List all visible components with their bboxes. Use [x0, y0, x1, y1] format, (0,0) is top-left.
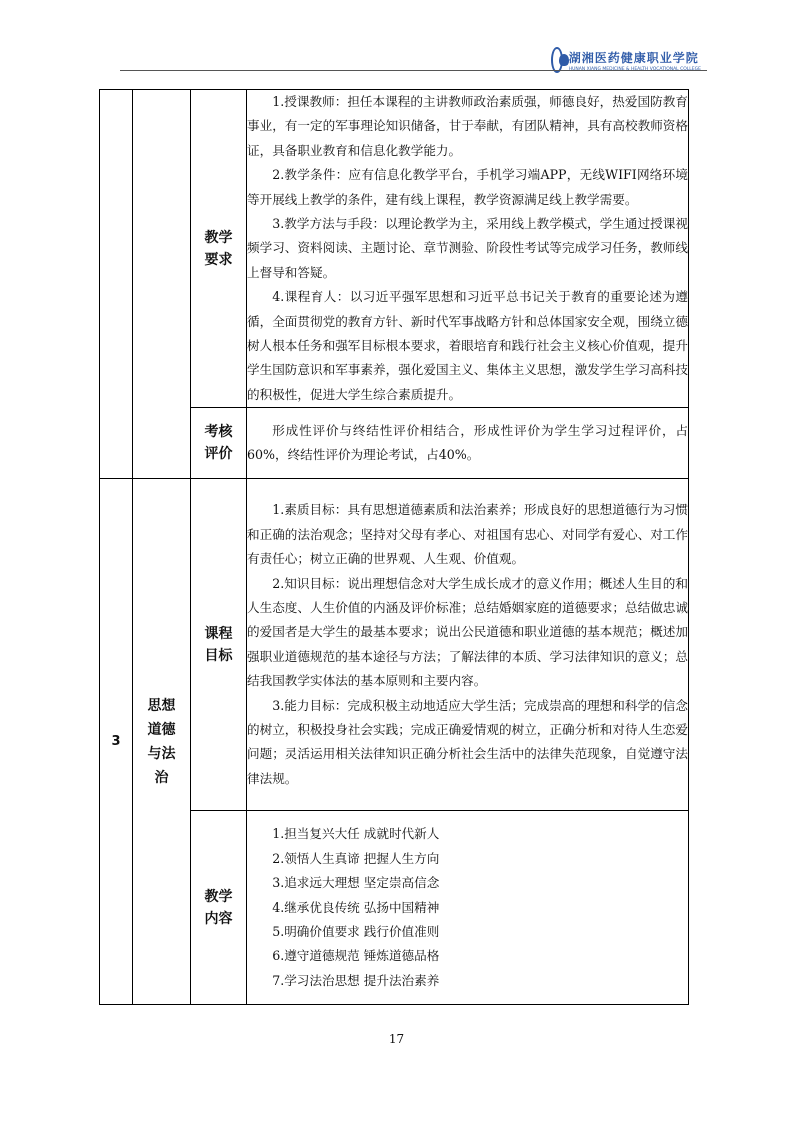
assessment-text: 形成性评价与终结性评价相结合，形成性评价为学生学习过程评价，占60%，终结性评价为理论考试，占40%。 — [247, 422, 688, 463]
teaching-requirement-paragraph: 3.教学方法与手段：以理论教学为主，采用线上教学模式，学生通过授课视频学习、资料阅读、主题讨论、章节测验、阶段性考试等完成学习任务，教师线上督导和答疑。 — [247, 216, 688, 280]
teaching-content-body — [247, 811, 689, 1005]
header-divider — [120, 70, 707, 71]
content-item: 5.明确价值要求 践行价值准则 — [272, 923, 440, 939]
course-number: 3 — [100, 479, 133, 1005]
teaching-requirements-body — [247, 90, 689, 408]
teaching-requirement-paragraph: 2.教学条件：应有信息化教学平台，手机学习端APP，无线WIFI网络环境等开展线上教学的条件，建有线上课程，教学资源满足线上教学需要。 — [247, 167, 688, 207]
objective-paragraph: 3.能力目标：完成积极主动地适应大学生活；完成崇高的理想和科学的信念的树立，积极投身社会实践；完成正确爱情观的树立，正确分析和对待人生恋爱问题；灵活运用相关法律知识正确分析社会生活中的法律失范现象，自觉遵守法律法规。 — [247, 697, 688, 786]
objective-paragraph: 2.知识目标：说出理想信念对大学生成长成才的意义作用；概述人生目的和人生态度、人生价值的内涵及评价标准；总结婚姻家庭的道德要求；总结做忠诚的爱国者是大学生的最基本要求；说出公民道德和职业道德的基本规范；概述加强职业道德规范的基本途径与方法；了解法律的本质、学习法律知识的意义；总结我国教学实体法的基本原则和主要内容。 — [247, 575, 688, 689]
school-logo — [551, 44, 701, 76]
teaching-requirements-label — [191, 90, 247, 408]
teaching-requirement-paragraph: 4.课程育人：以习近平强军思想和习近平总书记关于教育的重要论述为遵循，全面贯彻党的教育方针、新时代军事战略方针和总体国家安全观，围绕立德树人根本任务和强军目标根本要求，着眼培育和践行社会主义核心价值观，提升学生国防意识和军事素养，强化爱国主义、集体主义思想，激发学生学习高科技的积极性，促进大学生综合素质提升。 — [247, 289, 688, 402]
course-objectives-label-text: 课程目标 — [204, 625, 233, 664]
prev-course-number-cell — [100, 90, 133, 479]
course-name-cell — [133, 479, 191, 1005]
prev-course-name-cell — [133, 90, 191, 479]
assessment-body — [247, 408, 689, 479]
table-row-course-objectives — [100, 479, 689, 811]
assessment-label-text: 考核评价 — [204, 424, 233, 463]
page-number: 17 — [388, 1032, 405, 1046]
content-item: 7.学习法治思想 提升法治素养 — [272, 972, 440, 988]
table-row-teaching-requirements — [100, 90, 689, 408]
teaching-content-label-text: 教学内容 — [204, 888, 233, 927]
teaching-requirement-paragraph: 1.授课教师：担任本课程的主讲教师政治素质强，师德良好，热爱国防教育事业，有一定的军事理论知识储备，甘于奉献，有团队精神，具有高校教师资格证，具备职业教育和信息化教学能力。 — [247, 94, 688, 158]
course-name: 思想道德与法治 — [147, 697, 176, 786]
course-objectives-label — [191, 479, 247, 811]
objective-paragraph: 1.素质目标：具有思想道德素质和法治素养；形成良好的思想道德行为习惯和正确的法治观念；坚持对父母有孝心、对祖国有忠心、对同学有爱心、对工作有责任心；树立正确的世界观、人生观、价值观。 — [247, 502, 688, 567]
school-name-en: HUNAN XIANG MEDICINE & HEALTH VOCATIONAL COLLEGE — [568, 66, 701, 72]
content-item: 4.继承优良传统 弘扬中国精神 — [272, 899, 440, 915]
content-item: 6.遵守道德规范 锤炼道德品格 — [272, 948, 440, 964]
course-table — [99, 89, 689, 1005]
assessment-label — [191, 408, 247, 479]
course-objectives-body — [247, 479, 689, 811]
content-item: 2.领悟人生真谛 把握人生方向 — [272, 850, 440, 866]
school-name-cn: 湖湘医药健康职业学院 — [568, 50, 699, 65]
content-item: 1.担当复兴大任 成就时代新人 — [272, 826, 440, 842]
content-item: 3.追求远大理想 坚定崇高信念 — [272, 875, 440, 891]
teaching-requirements-label-text: 教学要求 — [204, 229, 233, 268]
teaching-content-label — [191, 811, 247, 1005]
school-name — [569, 49, 701, 72]
